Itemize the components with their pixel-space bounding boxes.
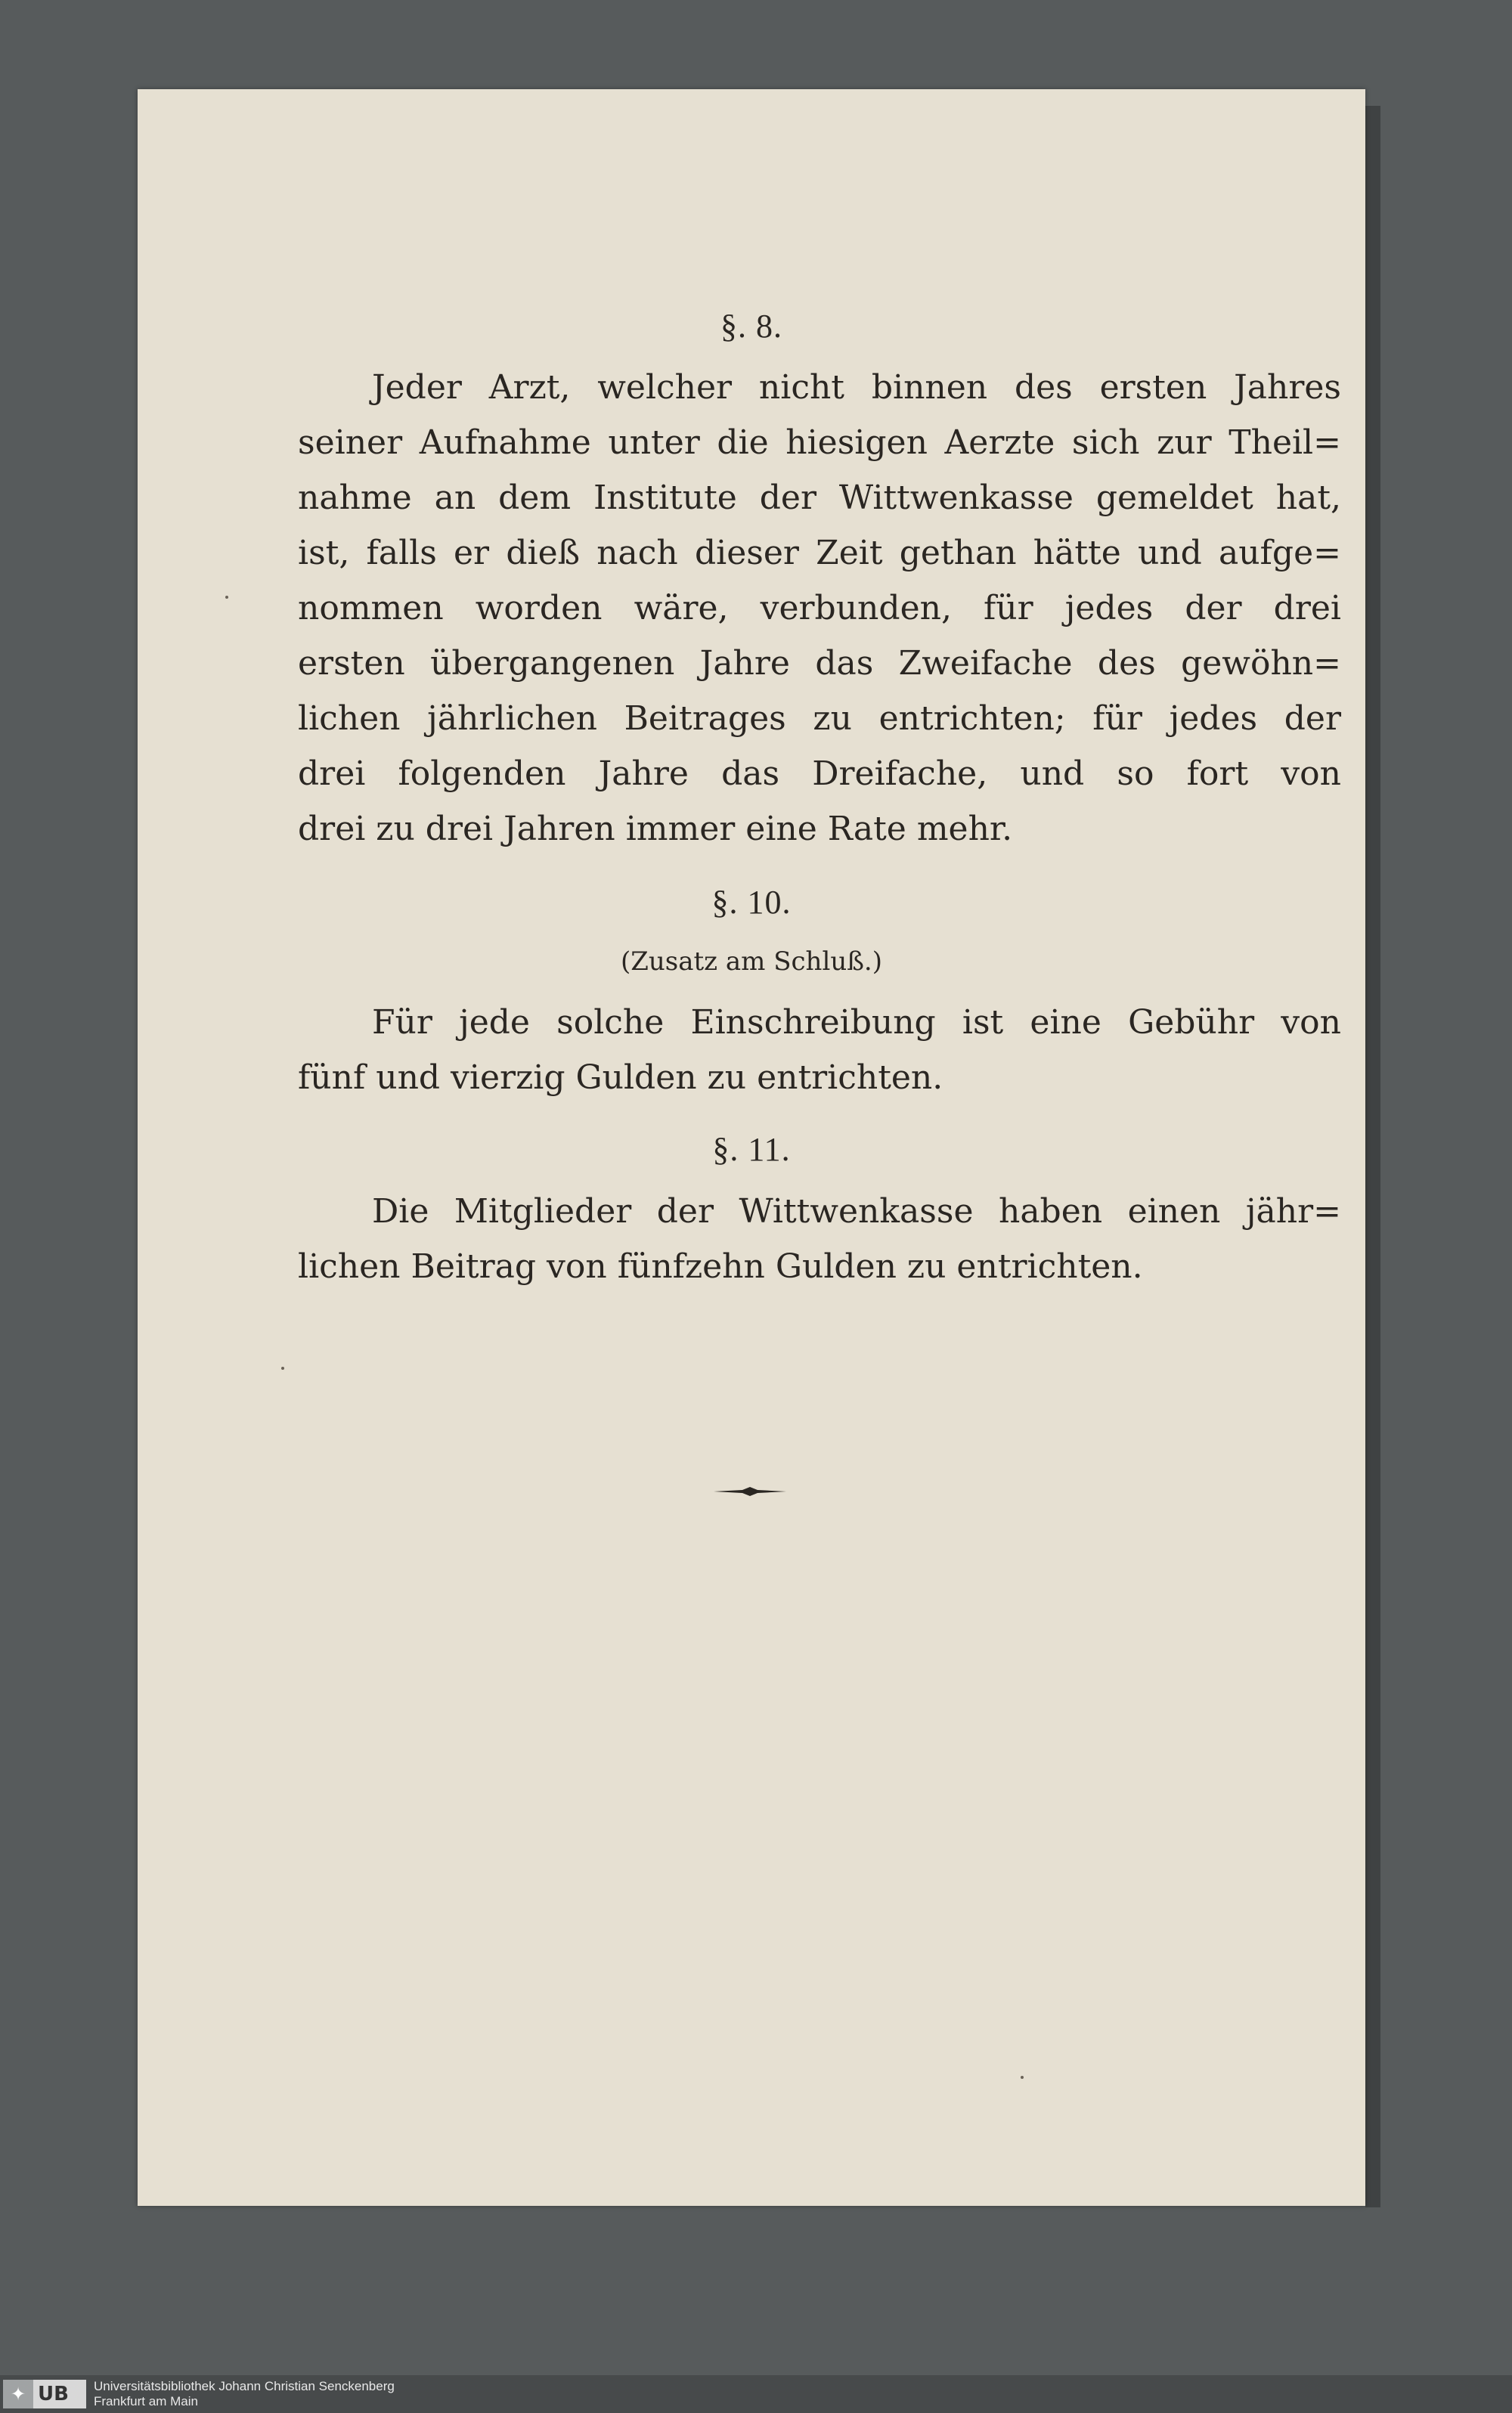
library-emblem-icon: ✦ [3,2380,33,2408]
section-10-subheading: (Zusatz am Schluß.) [621,946,882,977]
section-8-line-9: drei zu drei Jahren immer eine Rate mehr. [298,810,1013,848]
ornament-divider [712,1484,788,1499]
section-10-line-1: Für jede solche Einschreibung ist eine Gebühr von [372,1003,1341,1042]
section-8-line-6: ersten übergangenen Jahre das Zweifache des gewöhn= [298,644,1341,683]
library-name: Universitätsbibliothek Johann Christian Senckenberg [94,2379,395,2393]
section-8-line-7: lichen jährlichen Beitrages zu entrichten; für jedes der [298,699,1341,738]
section-10-line-2: fünf und vierzig Gulden zu entrichten. [298,1058,943,1097]
paper-speck [1021,2076,1024,2079]
section-11-line-2: lichen Beitrag von fünfzehn Gulden zu entrichten. [298,1247,1143,1286]
page-shadow [1365,106,1380,2207]
section-8-line-4: ist, falls er dieß nach dieser Zeit gethan hätte und aufge= [298,534,1341,572]
paper-speck [225,596,228,599]
document-page [138,89,1365,2206]
library-logo-text: UB [38,2383,69,2405]
section-8-line-2: seiner Aufnahme unter die hiesigen Aerzte sich zur Theil= [298,423,1341,462]
library-footer [0,2375,1512,2413]
library-location: Frankfurt am Main [94,2394,198,2408]
section-10-heading: §. 10. [711,884,792,921]
section-8-heading: §. 8. [720,308,782,345]
section-8-line-1: Jeder Arzt, welcher nicht binnen des ersten Jahres [372,368,1341,407]
library-credit [94,2379,395,2409]
section-8-line-8: drei folgenden Jahre das Dreifache, und so fort von [298,754,1341,793]
library-logo [3,2380,86,2408]
section-11-line-1: Die Mitglieder der Wittwenkasse haben einen jähr= [372,1192,1341,1231]
section-11-heading: §. 11. [712,1131,791,1168]
section-8-line-3: nahme an dem Institute der Wittwenkasse gemeldet hat, [298,479,1341,517]
paper-speck [281,1367,284,1370]
section-8-line-5: nommen worden wäre, verbunden, für jedes der drei [298,589,1341,627]
